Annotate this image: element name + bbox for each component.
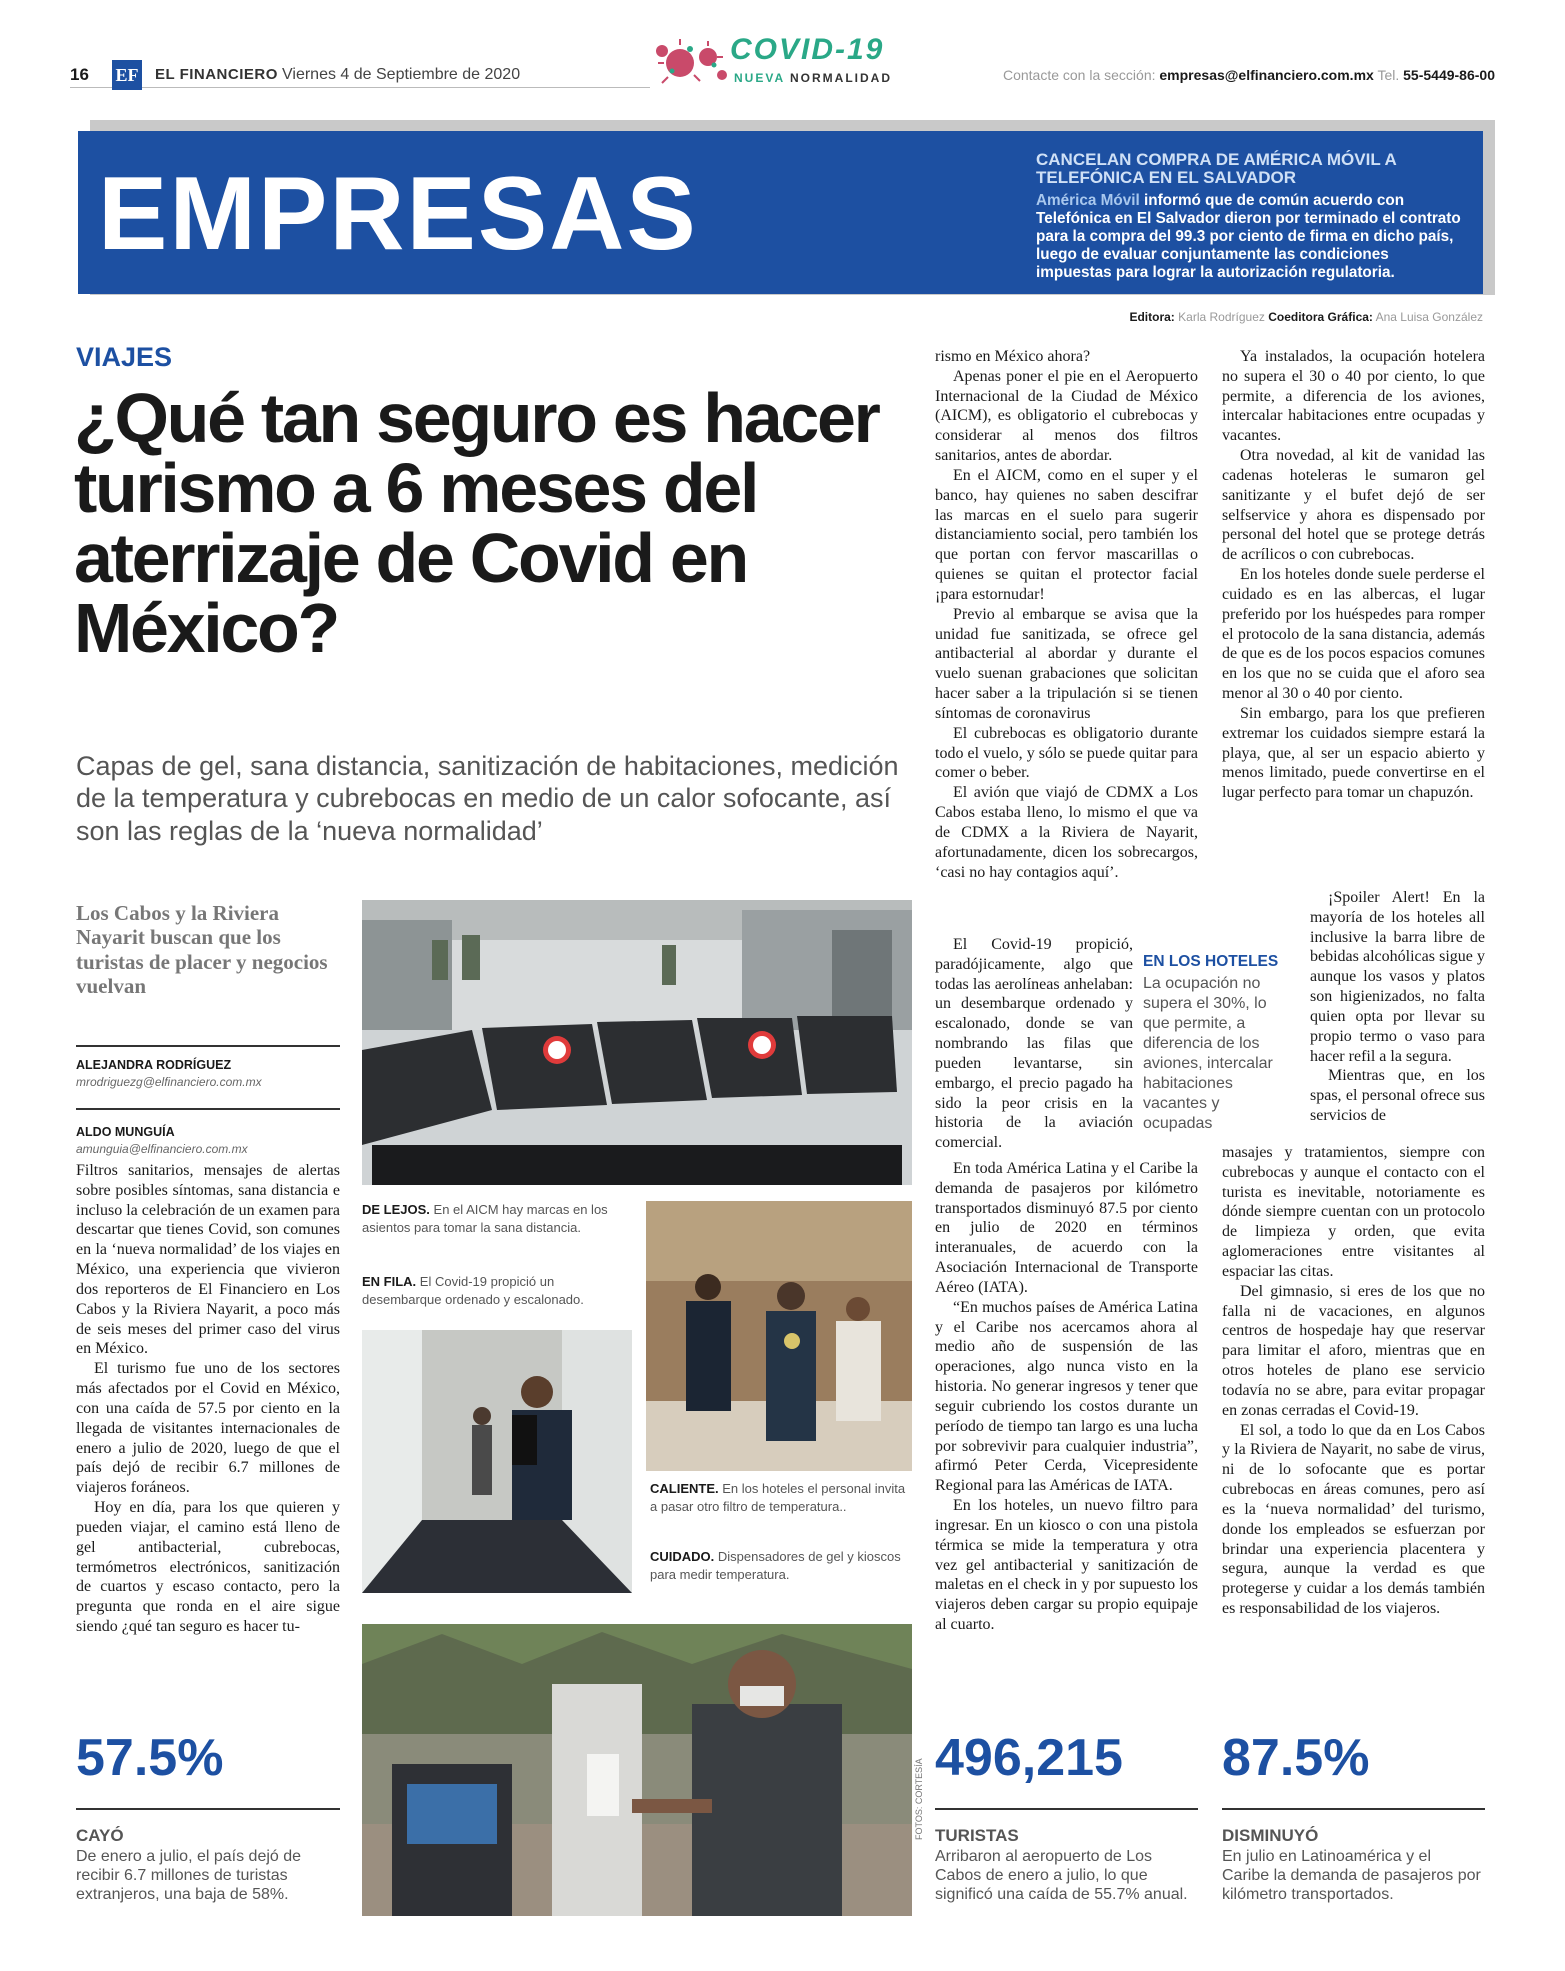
paragraph: Otra novedad, al kit de vanidad las cadenas hoteleras le sumaron gel sanitizante y el bufet dejó de ser selfservice y ahora es dispensado por personal del hotel que se protege detrás de acrílicos o con cubrebocas.: [1222, 447, 1485, 564]
article-body-col3-cont: [1222, 1143, 1485, 1619]
paragraph: ¡Spoiler Alert! En la mayoría de los hoteles all inclusive la barra libre de bebidas alcohólicas sigue y aunque los vasos y platos son higienizados, no falta quien opta por llevar su propio termo o vaso para hacer refil a la segura.: [1310, 889, 1485, 1065]
paragraph: rismo en México ahora?: [935, 348, 1091, 365]
covid-badge: [650, 33, 930, 91]
covid-subtitle-1: NUEVA: [734, 71, 785, 85]
covid-subtitle: [734, 71, 892, 85]
brief-body: [1036, 192, 1466, 281]
article-body-col2-cont: [935, 1159, 1198, 1635]
contact-tel-label: Tel.: [1377, 67, 1400, 83]
article-body-col3-wrap: [1310, 888, 1485, 1126]
byline-rule: [76, 1108, 340, 1110]
photo-caption: [650, 1548, 910, 1583]
photo-caption: [650, 1480, 910, 1515]
paragraph: El sol, a todo lo que da en Los Cabos y la Riviera de Nayarit, no sabe de virus, ni de lo sofocante que es portar cubrebocas en áreas comunes, pero así es la ‘nueva normalidad’ del turismo, donde los empleados se esfuerzan por brindar una experiencia placentera y segura, aunque la verdad es que protegerse y cuidar a los demás también es responsabilidad de los viajeros.: [1222, 1421, 1485, 1618]
stat-label: DISMINUYÓ: [1222, 1826, 1319, 1845]
stat-description: En julio en Latinoamérica y el Caribe la demanda de pasajeros por kilómetro transportados.: [1222, 1848, 1481, 1904]
contact-email[interactable]: empresas@elfinanciero.com.mx: [1159, 67, 1374, 83]
caption-label: DE LEJOS.: [362, 1202, 430, 1217]
author-name: ALDO MUNGUÍA: [76, 1125, 175, 1139]
editor-label: Editora:: [1129, 310, 1175, 324]
covid-title: COVID-19: [730, 33, 885, 66]
author-email[interactable]: amunguia@elfinanciero.com.mx: [76, 1142, 248, 1156]
paragraph: El avión que viajó de CDMX a Los Cabos estaba lleno, lo mismo el que va de CDMX a la Riviera de Nayarit, afortunadamente, dicen los sobrecargos, ‘casi no hay contagios aquí’.: [935, 784, 1198, 881]
header-rule: [70, 87, 650, 88]
paragraph: Mientras que, en los spas, el personal ofrece sus servicios de: [1310, 1067, 1485, 1125]
paragraph: En los hoteles donde suele perderse el cuidado es en las albercas, el lugar preferido por los huéspedes para romper el protocolo de la sana distancia, además de que es de los pocos espacios comunes en los que no se cuida que el aforo sea menor al 30 o 40 por ciento.: [1222, 566, 1485, 703]
graphics-name: Ana Luisa González: [1375, 310, 1483, 324]
stat-description: De enero a julio, el país dejó de recibir 6.7 millones de turistas extranjeros, una baja de 58%.: [76, 1848, 302, 1904]
section-contact: [1003, 67, 1495, 83]
paragraph: El Covid-19 propició, paradójicamente, algo que todas las aerolíneas anhelaban: un desembarque ordenado y escalonado, donde se van nombrando las filas que pueden levantarse, sin embargo, el precio pagado ha sido la peor crisis en la historia de la aviación comercial.: [935, 936, 1133, 1152]
stat-rule: [1222, 1808, 1485, 1810]
paragraph: En el AICM, como en el super y el banco, hay quienes no saben descifrar las marcas en el suelo para sugerir distanciamiento social, pero también los que portan con fervor mascarillas o quienes se quitan el protector facial ¡para estornudar!: [935, 466, 1198, 603]
page-header: [70, 33, 1495, 103]
author-name: ALEJANDRA RODRÍGUEZ: [76, 1058, 232, 1072]
article-body-col3: [1222, 347, 1485, 803]
page-number: 16: [70, 65, 89, 84]
article-deck: Capas de gel, sana distancia, sanitización de habitaciones, medición de la temperatura y cubrebocas en medio de un calor sofocante, así son las reglas de la ‘nueva normalidad’: [76, 751, 899, 846]
brief-lead: América Móvil: [1036, 192, 1140, 209]
caption-text: En el AICM hay marcas en los asientos para tomar la sana distancia.: [362, 1202, 608, 1235]
article-body-col1: [76, 1161, 340, 1637]
virus-icon: [650, 35, 736, 87]
article-subhead: Los Cabos y la Riviera Nayarit buscan que los turistas de placer y negocios vuelvan: [76, 901, 328, 999]
article-body-col2-wrap: [935, 935, 1133, 1153]
caption-text: El Covid-19 propició un desembarque ordenado y escalonado.: [362, 1274, 584, 1307]
stat-description: Arribaron al aeropuerto de Los Cabos de enero a julio, lo que significó una caída de 55.7% anual.: [935, 1848, 1188, 1904]
photo-caption: [362, 1273, 632, 1308]
brief-text: informó que de común acuerdo con Telefónica en El Salvador dieron por terminado el contrato para la compra del 99.3 por ciento de firma en dicho país, luego de evaluar conjuntamente las condiciones impuestas para lograr la autorización regulatoria.: [1036, 192, 1461, 281]
article-body-col2: [935, 347, 1198, 882]
covid-subtitle-2: NORMALIDAD: [790, 71, 893, 85]
stat-label: TURISTAS: [935, 1826, 1019, 1845]
photo-jet-bridge: [362, 1330, 632, 1593]
paragraph: Sin embargo, para los que prefieren extremar los cuidados siempre estará la playa, que, al ser un espacio abierto y menos limitado, puede convertirse en el lugar perfecto para tomar un chapuzón.: [1222, 704, 1485, 802]
inset-heading: EN LOS HOTELES: [1143, 953, 1279, 970]
paragraph: Apenas poner el pie en el Aeropuerto Internacional de la Ciudad de México (AICM), es obligatorio el cubrebocas y considerar al menos dos filtros sanitarios, antes de abordar.: [935, 367, 1198, 465]
photo-credit: FOTOS: CORTESÍA: [914, 1758, 924, 1840]
section-banner: [78, 131, 1483, 294]
paragraph: El cubrebocas es obligatorio durante todo el vuelo, y sólo se puede quitar para comer o beber.: [935, 724, 1198, 782]
paragraph: Filtros sanitarios, mensajes de alertas sobre posibles síntomas, sana distancia e incluso la celebración de un examen para descartar que tienes Covid, son comunes en la ‘nueva normalidad’ de los viajes en México, una experiencia que vivieron dos reporteros de El Financiero en Los Cabos y la Riviera Nayarit, a poco más de seis meses del primer caso del virus en México.: [76, 1162, 340, 1358]
article-headline: ¿Qué tan seguro es hacer turismo a 6 meses del aterrizaje de Covid en México?: [74, 379, 879, 667]
stat-rule: [76, 1808, 340, 1810]
stat-value: 87.5%: [1222, 1729, 1370, 1787]
paragraph: masajes y tratamientos, siempre con cubrebocas y aunque el contacto con el turista es inevitable, notoriamente es dónde siempre cuentan con un protocolo de limpieza y orden, que evita aglomeraciones entre visitantes al espaciar las citas.: [1222, 1144, 1485, 1280]
paragraph: En los hoteles, un nuevo filtro para ingresar. En un kiosco o con una pistola térmica se mide la temperatura y otra vez gel antibacterial y sanitización de maletas en el check in y por supuesto los viajeros deben cargar su propio equipaje al cuarto.: [935, 1497, 1198, 1634]
photo-airport-seats: [362, 900, 912, 1185]
photo-hotel-staff: [646, 1201, 912, 1471]
paragraph: Hoy en día, para los que quieren y pueden viajar, el camino está lleno de gel antibacterial, cubrebocas, termómetros electrónicos, sanitización de cuartos y escaso contacto, pero la pregunta que ronda en el aire sigue siendo ¿qué tan seguro es hacer tu-: [76, 1499, 340, 1636]
publication-name: EL FINANCIERO: [155, 66, 278, 83]
paragraph: “En muchos países de América Latina y el Caribe nos acercamos ahora al medio año de suspensión de las operaciones, algo nunca visto en la historia. No generar ingresos y tener que seguir cubriendo los costos durante un período de tiempo tan largo es una lucha por sobrevivir para cualquier industria”, afirmó Peter Cerda, Vicepresidente Regional para las Américas de IATA.: [935, 1298, 1198, 1495]
stat-value: 57.5%: [76, 1729, 224, 1787]
stat-rule: [935, 1808, 1198, 1810]
byline-rule: [76, 1045, 340, 1047]
publication-date: Viernes 4 de Septiembre de 2020: [282, 66, 521, 83]
stat-label: CAYÓ: [76, 1826, 124, 1845]
paragraph: Previo al embarque se avisa que la unidad fue sanitizada, se ofrece gel antibacterial al abordar y durante el vuelo suenan grabaciones que solicitan hacer saber a la tripulación si se tienen síntomas de coronavirus: [935, 605, 1198, 722]
author-email[interactable]: mrodriguezg@elfinanciero.com.mx: [76, 1075, 262, 1089]
stat-value: 496,215: [935, 1729, 1123, 1787]
ef-logo: EF: [112, 60, 142, 90]
graphics-label: Coeditora Gráfica:: [1268, 310, 1373, 324]
contact-prefix: Contacte con la sección:: [1002, 67, 1156, 83]
section-title: EMPRESAS: [98, 156, 698, 272]
inset-text: La ocupación no supera el 30%, lo que permite, a diferencia de los aviones, intercalar habitaciones vacantes y ocupadas: [1143, 975, 1273, 1132]
contact-tel: 55-5449-86-00: [1403, 67, 1495, 83]
article-kicker: VIAJES: [76, 342, 173, 372]
caption-label: CALIENTE.: [650, 1481, 719, 1496]
editor-name: Karla Rodríguez: [1178, 310, 1265, 324]
caption-text: Dispensadores de gel y kioscos para medir temperatura.: [650, 1549, 901, 1582]
caption-label: EN FILA.: [362, 1274, 417, 1289]
brief-headline: CANCELAN COMPRA DE AMÉRICA MÓVIL A TELEFÓNICA EN EL SALVADOR: [1036, 150, 1397, 187]
paragraph: Ya instalados, la ocupación hotelera no supera el 30 o 40 por ciento, lo que permite, a diferencia de los aviones, intercalar habitaciones entre ocupadas y vacantes.: [1222, 348, 1485, 445]
caption-text: En los hoteles el personal invita a pasar otro filtro de temperatura..: [650, 1481, 906, 1514]
paragraph: Del gimnasio, si eres de los que no falla ni de vacaciones, en algunos centros de hospedaje hay que reservar para limitar el aforo, mientras que en otros hoteles de plano ese servicio todavía no se abre, para evitar propagar en zonas cerradas el Covid-19.: [1222, 1282, 1485, 1419]
editorial-credits: [1129, 310, 1483, 324]
photo-gel-dispenser: [362, 1624, 912, 1916]
caption-label: CUIDADO.: [650, 1549, 715, 1564]
photo-caption: [362, 1201, 632, 1236]
paragraph: En toda América Latina y el Caribe la demanda de pasajeros por kilómetro transportados disminuyó 87.5 por ciento en julio de 2020 en términos interanuales, de acuerdo con la Asociación Internacional de Transporte Aéreo (IATA).: [935, 1160, 1198, 1296]
paragraph: El turismo fue uno de los sectores más afectados por el Covid en México, con una caída de 57.5 por ciento en la llegada de visitantes internacionales de enero a julio de 2020, luego de que el país dejó de recibir 6.7 millones de viajeros foráneos.: [76, 1360, 340, 1497]
